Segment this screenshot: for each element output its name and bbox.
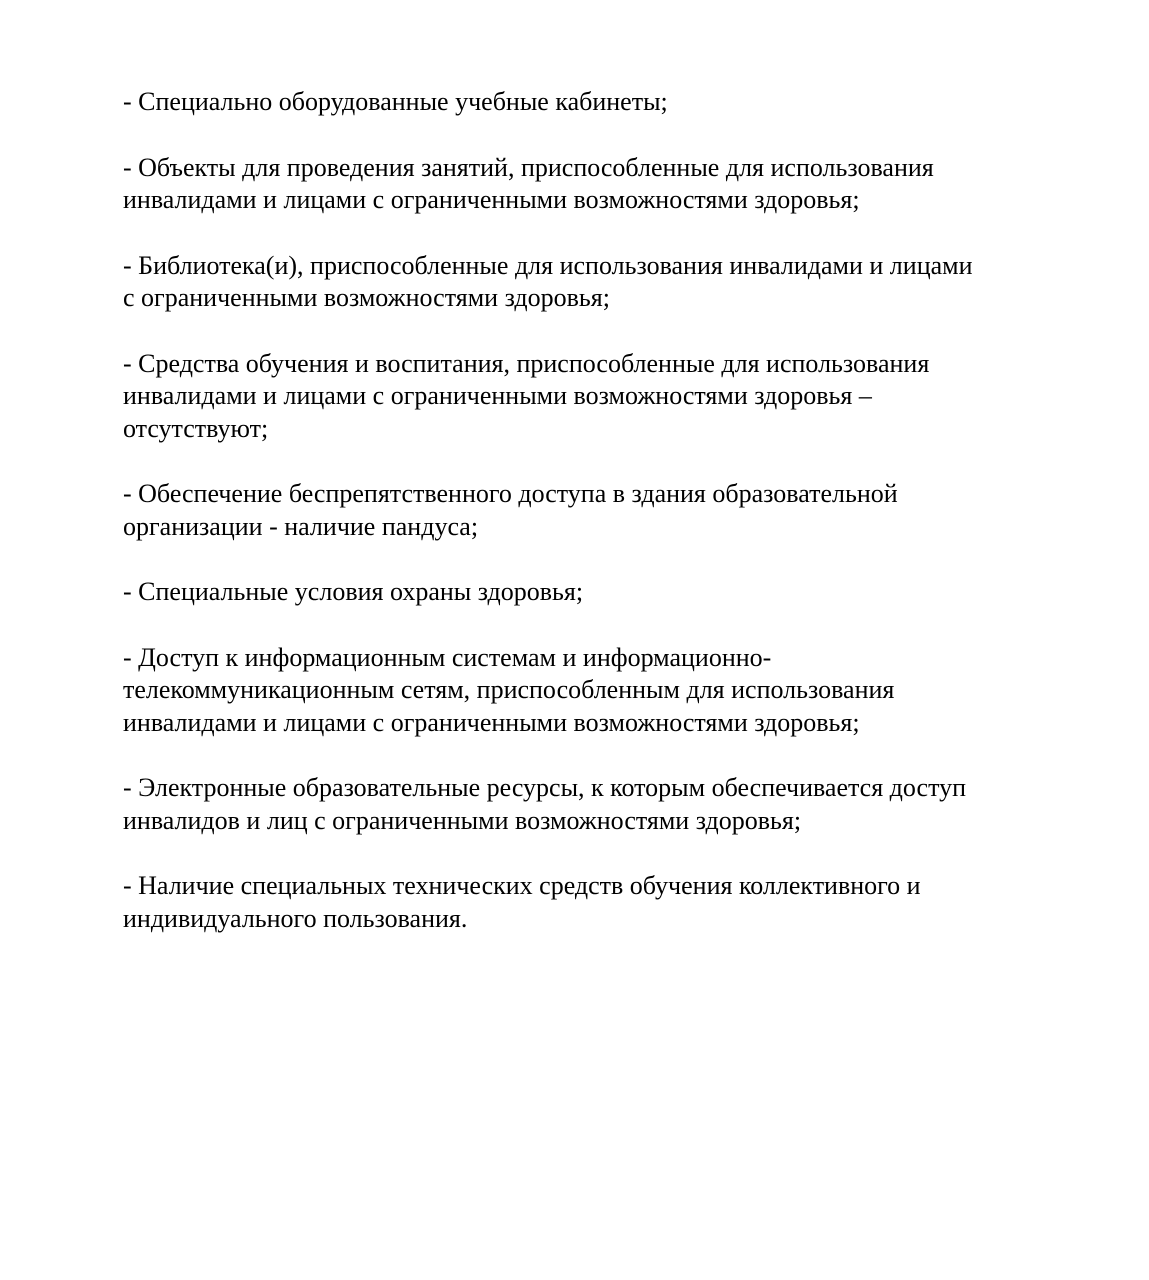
text-line: организации - наличие пандуса;	[123, 511, 479, 541]
text-line: - Наличие специальных технических средств обучения коллективного и	[123, 871, 921, 900]
list-item	[123, 478, 1083, 543]
text-line: - Доступ к информационным системам и информационно-	[123, 642, 772, 672]
text-line: - Обеспечение беспрепятственного доступа в здания образовательной	[123, 479, 898, 508]
list-item	[123, 576, 1083, 609]
text-line: - Электронные образовательные ресурсы, к которым обеспечивается доступ	[123, 773, 967, 802]
text-line: инвалидов и лиц с ограниченными возможностями здоровья;	[123, 805, 802, 835]
text-line: - Объекты для проведения занятий, приспособленные для использования	[123, 152, 934, 182]
list-item	[123, 870, 1083, 935]
text-line: отсутствуют;	[123, 413, 269, 443]
text-line: инвалидами и лицами с ограниченными возможностями здоровья –	[123, 381, 872, 410]
list-item	[123, 152, 1083, 217]
list-item	[123, 86, 1083, 119]
list-item	[123, 250, 1083, 315]
text-line: - Специально оборудованные учебные кабинеты;	[123, 87, 668, 116]
list-item	[123, 348, 1083, 446]
text-line: телекоммуникационным сетям, приспособленным для использования	[123, 675, 895, 704]
list-item	[123, 642, 1083, 740]
text-line: индивидуального пользования.	[123, 903, 468, 933]
text-line: с ограниченными возможностями здоровья;	[123, 283, 610, 312]
text-line: - Средства обучения и воспитания, приспособленные для использования	[123, 348, 930, 378]
list-item	[123, 772, 1083, 837]
text-line: инвалидами и лицами с ограниченными возможностями здоровья;	[123, 185, 860, 214]
text-line: - Библиотека(и), приспособленные для использования инвалидами и лицами	[123, 250, 973, 280]
text-line: инвалидами и лицами с ограниченными возможностями здоровья;	[123, 707, 860, 737]
text-line: - Специальные условия охраны здоровья;	[123, 577, 584, 606]
document-body	[123, 86, 1083, 968]
